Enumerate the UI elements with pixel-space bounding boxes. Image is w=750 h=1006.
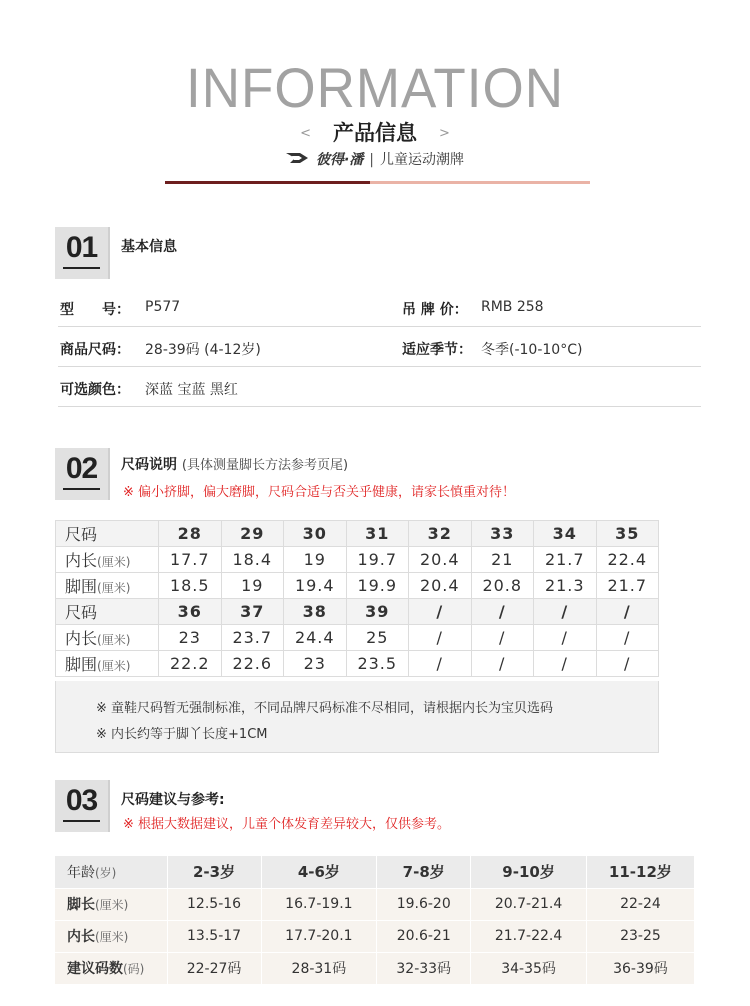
chevron-left-icon: < [300,126,311,141]
recommendation-row [55,856,695,888]
info-row [58,287,701,327]
size-cell: / [409,625,472,651]
size-cell: / [534,651,597,677]
size-row-label [56,599,159,625]
section-subtitle: (具体测量脚长方法参考页尾) [181,458,349,473]
size-cell: 21.7 [596,573,659,599]
size-cell: / [534,625,597,651]
size-table-row [56,599,659,625]
size-table-row [56,573,659,599]
info-key: 吊 牌 价： [402,302,468,318]
section-number: 02 [65,452,98,485]
size-cell: 33 [471,521,534,547]
row-label-text: 建议码数 [67,961,123,978]
size-cell: 20.4 [409,547,472,573]
size-cell: 18.4 [221,547,284,573]
size-cell: 29 [221,521,284,547]
size-cell: 39 [346,599,409,625]
info-value: 深蓝 宝蓝 黑红 [145,382,238,398]
brand-separator: | [369,152,375,168]
size-cell: 21.7 [534,547,597,573]
size-cell: 38 [284,599,347,625]
size-cell: 17.7 [159,547,222,573]
brand-name: 彼得·潘 [315,152,364,168]
recommendation-cell: 13.5-17 [167,920,261,952]
info-key: 商品尺码： [60,342,130,358]
recommendation-cell: 23-25 [586,920,694,952]
recommendation-row [55,920,695,952]
info-row [58,327,701,367]
row-label-text: 脚围 [65,655,98,674]
size-cell: / [534,599,597,625]
section-title-text: 尺码说明 [121,457,177,473]
size-cell: 37 [221,599,284,625]
size-cell: 24.4 [284,625,347,651]
recommendation-cell: 4-6岁 [261,856,377,888]
size-table [55,520,659,677]
chevron-right-icon: > [439,126,450,141]
recommendation-row-label [55,888,167,920]
size-cell: 23.7 [221,625,284,651]
row-unit: (厘米) [97,581,131,595]
section-badge-01 [55,227,110,279]
size-cell: 35 [596,521,659,547]
size-cell: 28 [159,521,222,547]
size-cell: / [471,651,534,677]
recommendation-row [55,952,695,984]
recommendation-cell: 20.7-21.4 [471,888,587,920]
row-unit: (厘米) [97,633,131,647]
size-cell: 22.4 [596,547,659,573]
chinese-title: 产品信息 [333,121,417,145]
recommendation-cell: 22-27码 [167,952,261,984]
recommendation-cell: 36-39码 [586,952,694,984]
info-key: 适应季节： [402,342,472,358]
size-row-label [56,651,159,677]
info-key: 可选颜色： [60,382,130,398]
section-title-size-guide [121,454,348,474]
section-badge-03 [55,780,110,832]
recommendation-row-label [55,856,167,888]
title-underline [165,181,590,184]
row-unit: (厘米) [95,898,129,912]
chinese-title-row [0,117,750,147]
row-label-text: 尺码 [65,603,98,622]
size-cell: / [471,625,534,651]
recommendation-cell: 9-10岁 [471,856,587,888]
size-cell: 31 [346,521,409,547]
recommendation-row-label [55,952,167,984]
size-cell: 22.6 [221,651,284,677]
size-note: ※ 内长约等于脚丫长度+1CM [96,727,268,742]
row-unit: (码) [123,962,145,977]
size-row-label [56,573,159,599]
size-table-row [56,521,659,547]
info-value: P577 [145,299,181,315]
recommendation-cell: 7-8岁 [377,856,471,888]
size-cell: 19.4 [284,573,347,599]
recommendation-cell: 17.7-20.1 [261,920,377,952]
row-unit: (厘米) [97,555,131,569]
recommendation-cell: 16.7-19.1 [261,888,377,920]
size-cell: / [471,599,534,625]
size-cell: 30 [284,521,347,547]
english-title: INFORMATION [185,57,565,120]
recommendation-row-label [55,920,167,952]
recommendation-cell: 22-24 [586,888,694,920]
section-title-basic-info: 基本信息 [121,239,177,255]
recommendation-cell: 2-3岁 [167,856,261,888]
recommendation-cell: 12.5-16 [167,888,261,920]
recommendation-cell: 19.6-20 [377,888,471,920]
info-key: 型 号： [60,302,130,318]
row-label-text: 脚长 [67,897,95,913]
size-cell: 22.2 [159,651,222,677]
info-value: 冬季(-10-10°C) [481,342,583,358]
size-row-label [56,547,159,573]
size-cell: 19 [284,547,347,573]
recommendation-cell: 34-35码 [471,952,587,984]
size-table-row [56,547,659,573]
section-title-recommendation: 尺码建议与参考: [121,792,225,808]
size-cell: 34 [534,521,597,547]
size-cell: 21.3 [534,573,597,599]
row-label-text: 脚围 [65,577,98,596]
recommendation-cell: 20.6-21 [377,920,471,952]
recommendation-cell: 32-33码 [377,952,471,984]
size-cell: 20.4 [409,573,472,599]
brand-row [0,149,750,169]
recommendation-cell: 28-31码 [261,952,377,984]
row-label-text: 尺码 [65,525,98,544]
size-cell: 20.8 [471,573,534,599]
row-unit: (岁) [95,865,117,880]
size-cell: / [596,651,659,677]
size-row-label [56,625,159,651]
size-cell: 19.7 [346,547,409,573]
row-label-text: 年龄 [67,864,95,881]
size-cell: 19.9 [346,573,409,599]
size-cell: 23.5 [346,651,409,677]
section-number: 01 [65,231,98,264]
size-cell: / [409,599,472,625]
size-cell: / [409,651,472,677]
section-badge-02 [55,448,110,500]
recommendation-cell: 21.7-22.4 [471,920,587,952]
row-label-text: 内长 [67,929,95,945]
size-table-row [56,625,659,651]
brand-slogan: 儿童运动潮牌 [380,152,465,168]
info-value: RMB 258 [481,299,544,315]
size-cell: 18.5 [159,573,222,599]
info-row [58,367,701,407]
size-notes [55,681,659,753]
size-table-row [56,651,659,677]
size-cell: / [596,625,659,651]
row-label-text: 内长 [65,551,98,570]
recommendation-cell: 11-12岁 [586,856,694,888]
size-cell: 23 [284,651,347,677]
size-note: ※ 童鞋尺码暂无强制标准，不同品牌尺码标准不尽相同，请根据内长为宝贝选码 [96,701,554,716]
size-row-label [56,521,159,547]
recommendation-row [55,888,695,920]
size-cell: 23 [159,625,222,651]
size-cell: 36 [159,599,222,625]
size-cell: 19 [221,573,284,599]
size-warning: ※ 偏小挤脚，偏大磨脚，尺码合适与否关乎健康，请家长慎重对待！ [123,485,516,500]
brand-logo-icon [286,151,310,169]
recommendation-table [55,856,695,984]
row-label-text: 内长 [65,629,98,648]
section-number: 03 [65,784,98,817]
size-cell: 25 [346,625,409,651]
row-unit: (厘米) [97,659,131,673]
size-cell: 32 [409,521,472,547]
row-unit: (厘米) [95,930,129,944]
info-value: 28-39码 (4-12岁) [145,342,261,358]
size-cell: 21 [471,547,534,573]
size-cell: / [596,599,659,625]
recommendation-warning: ※ 根据大数据建议，儿童个体发育差异较大，仅供参考。 [123,817,451,832]
